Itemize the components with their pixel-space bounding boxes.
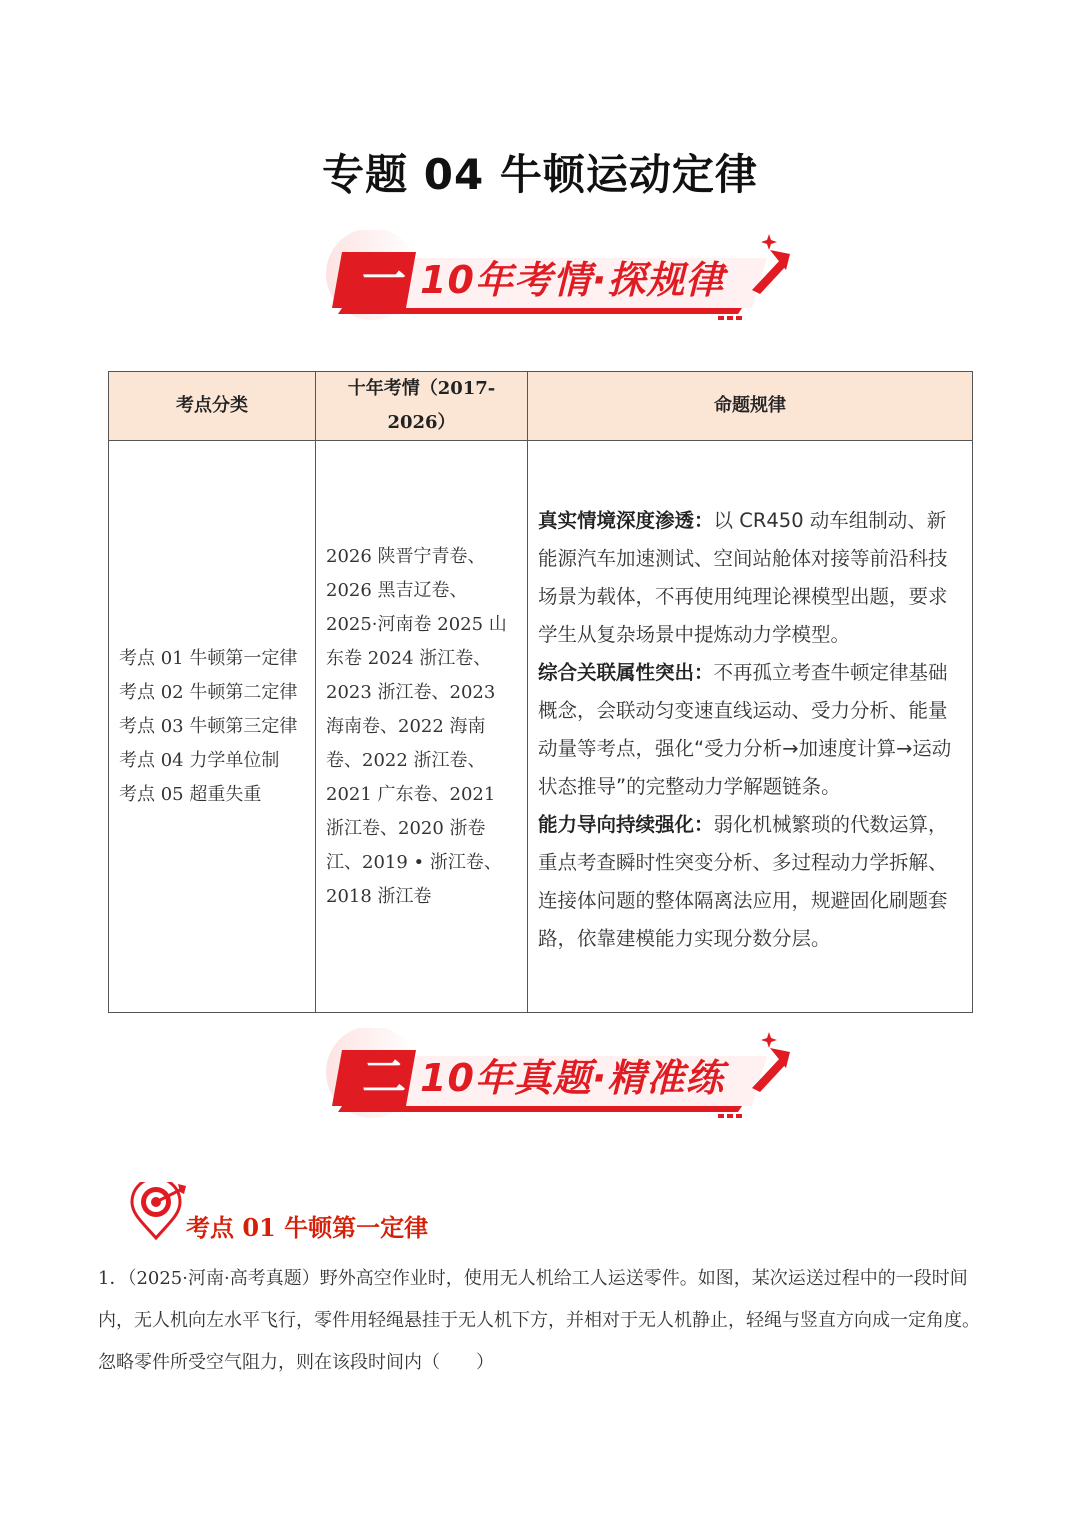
category-item: 考点 03 牛顿第三定律: [119, 715, 298, 737]
rule-paragraph: [538, 806, 962, 958]
header-rules: 命题规律: [528, 372, 973, 441]
rule-body: 以 CR450 动车组制动、新能源汽车加速测试、空间站舱体对接等前沿科技场景为载体，不再使用纯理论裸模型出题，要求学生从复杂场景中提炼动力学模型。: [538, 508, 948, 646]
rule-heading: 能力导向持续强化：: [538, 812, 714, 836]
rules-cell: [528, 441, 973, 1013]
banner-number: 一: [362, 254, 406, 305]
rule-heading: 真实情境深度渗透：: [538, 508, 714, 532]
header-years: 十年考情（2017-2026）: [316, 372, 528, 441]
category-item: 考点 01 牛顿第一定律: [119, 647, 298, 669]
banner-title: 10年考情·探规律: [420, 258, 725, 302]
category-cell: [109, 441, 316, 1013]
banner-title: 10年真题·精准练: [420, 1056, 725, 1100]
exam-summary-table: [108, 371, 973, 1013]
category-item: 考点 05 超重失重: [119, 783, 262, 805]
rule-paragraph: [538, 502, 962, 654]
banner-number: 二: [362, 1052, 406, 1103]
target-pin-icon: [128, 1182, 188, 1242]
rule-body: 不再孤立考查牛顿定律基础概念，会联动匀变速直线运动、受力分析、能量动量等考点，强化“受力分析→加速度计算→运动状态推导”的完整动力学解题链条。: [538, 660, 952, 798]
section-banner-2: [312, 1028, 792, 1128]
category-item: 考点 02 牛顿第二定律: [119, 681, 298, 703]
header-category: 考点分类: [109, 372, 316, 441]
section-title: 考点 01 牛顿第一定律: [186, 1213, 429, 1242]
rule-paragraph: [538, 654, 962, 806]
years-cell: 2026 陕晋宁青卷、2026 黑吉辽卷、2025·河南卷 2025 山东卷 2024 浙江卷、2023 浙江卷、2023 海南卷、2022 海南卷、2022 浙江卷、2021 广东卷、2021 浙江卷、2020 浙卷江、2019 • 浙江卷、2018 浙江卷: [316, 441, 528, 1013]
table-header-row: [109, 372, 973, 441]
rule-heading: 综合关联属性突出：: [538, 660, 714, 684]
page-title: 专题 04 牛顿运动定律: [322, 150, 758, 199]
table-row: [109, 441, 973, 1013]
category-item: 考点 04 力学单位制: [119, 749, 280, 771]
rule-body: 弱化机械繁琐的代数运算，重点考查瞬时性突变分析、多过程动力学拆解、连接体问题的整体隔离法应用，规避固化刷题套路，依靠建模能力实现分数分层。: [538, 812, 948, 950]
section-banner-1: [312, 230, 792, 330]
question-text: 1．（2025·河南·高考真题）野外高空作业时，使用无人机给工人运送零件。如图，某次运送过程中的一段时间内，无人机向左水平飞行，零件用轻绳悬挂于无人机下方，并相对于无人机静止，轻绳与竖直方向成一定角度。忽略零件所受空气阻力，则在该段时间内（ ）: [98, 1268, 980, 1373]
